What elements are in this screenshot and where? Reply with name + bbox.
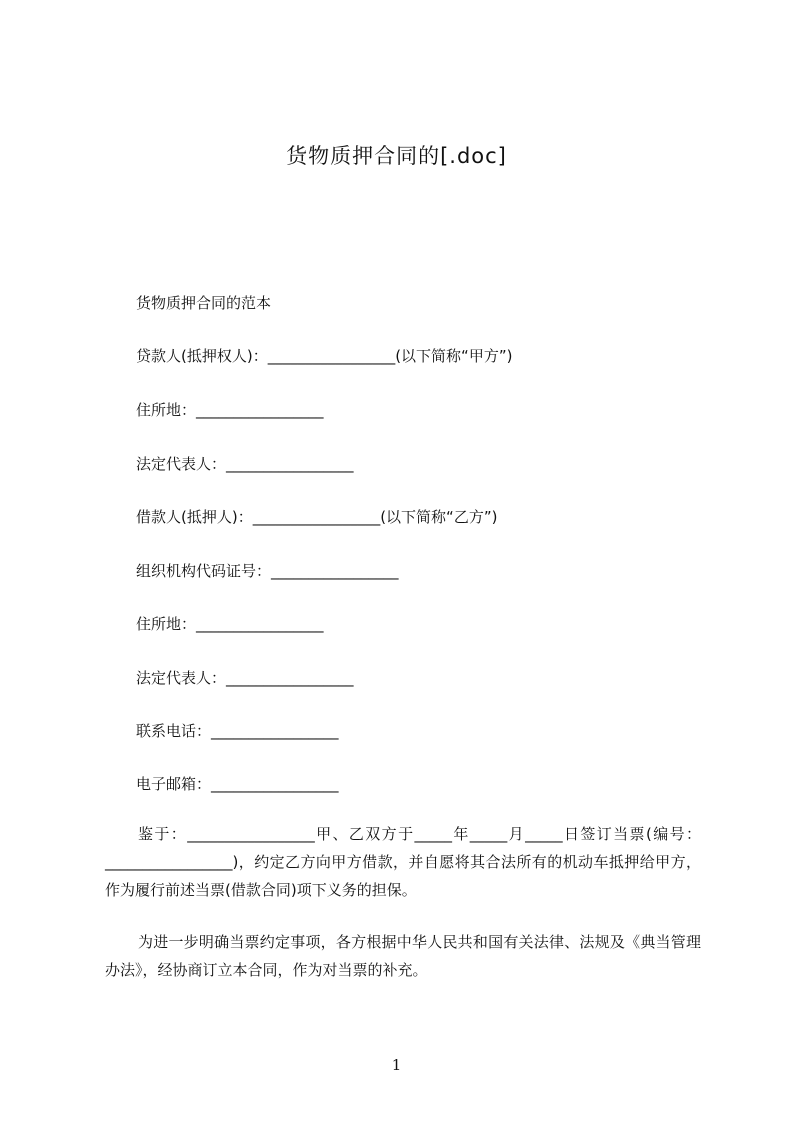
borrower-line: 借款人(抵押人)：_________________(以下简称“乙方”) xyxy=(136,508,498,526)
purpose-paragraph: 为进一步明确当票约定事项，各方根据中华人民共和国有关法律、法规及《典当管理办法》，经协商订立本合同，作为对当票的补充。 xyxy=(105,933,701,979)
lender-line: 贷款人(抵押权人)：_________________(以下简称“甲方”) xyxy=(136,347,513,365)
email-line: 电子邮箱：_________________ xyxy=(136,775,339,793)
org-code-line: 组织机构代码证号：_________________ xyxy=(136,562,399,580)
lender-address-line: 住所地：_________________ xyxy=(136,401,324,419)
page-number: 1 xyxy=(391,1056,402,1074)
borrower-address-line: 住所地：_________________ xyxy=(136,615,324,633)
phone-line: 联系电话：_________________ xyxy=(136,722,339,740)
borrower-legal-rep-line: 法定代表人：_________________ xyxy=(136,669,354,687)
document-title: 货物质押合同的[.doc] xyxy=(286,144,507,168)
contract-heading: 货物质押合同的范本 xyxy=(136,294,272,312)
whereas-paragraph: 鉴于：_________________甲、乙双方于_____年_____月_____日签订当票(编号：_________________)，约定乙方向甲方借款，并自愿将其合法所有的机动车抵押给甲方，作为履行前述当票(借款合同)项下义务的担保。 xyxy=(105,825,701,899)
lender-legal-rep-line: 法定代表人：_________________ xyxy=(136,455,354,473)
